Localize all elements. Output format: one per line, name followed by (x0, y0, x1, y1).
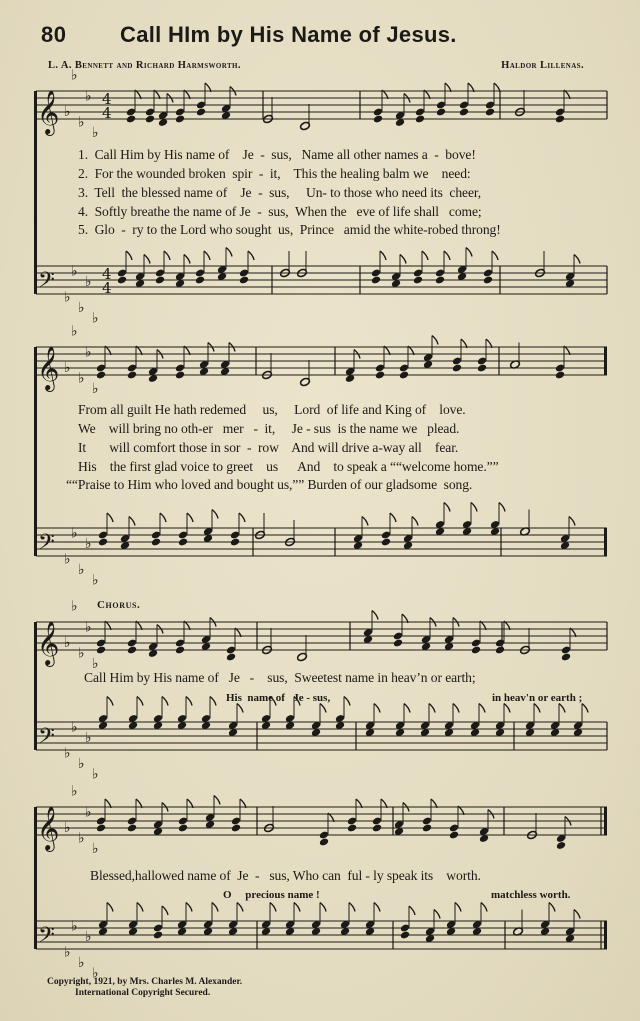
note (177, 903, 192, 937)
lyric-line: His the first glad voice to greet us And to speak a ““welcome home.”” (78, 459, 499, 474)
note (203, 510, 218, 544)
lyric-line: 5. Glo - ry to the Lord who sought us, Prince amid the white-robed throng! (78, 222, 501, 237)
note (534, 251, 545, 278)
note (365, 903, 380, 937)
staff-sys1-bass (36, 248, 607, 327)
note (228, 704, 243, 738)
flat-icon: ♭ (92, 125, 99, 141)
note (420, 704, 435, 738)
note (340, 903, 355, 937)
note (177, 697, 192, 731)
hymn-number: 80 (41, 22, 67, 47)
note (285, 903, 300, 937)
note (403, 517, 418, 551)
note (335, 697, 350, 731)
flat-icon: ♭ (78, 114, 85, 131)
flat-icon: ♭ (64, 745, 71, 762)
flat-icon: ♭ (92, 381, 99, 397)
chorus-bass-lyric-1: His name of Je - sus, (226, 692, 331, 704)
flat-icon: ♭ (78, 645, 85, 662)
note (490, 503, 505, 537)
flat-icon: ♭ (71, 719, 78, 736)
staff-sys2-bass (36, 503, 607, 589)
note (201, 618, 216, 652)
chorus-lyric-line-2: Blessed,hallowed name of Je - sus, Who can ful - ly speak its worth. (90, 868, 481, 883)
flat-icon: ♭ (71, 598, 78, 615)
note (479, 810, 494, 844)
note (221, 87, 236, 121)
flat-icon: ♭ (85, 88, 92, 105)
flat-icon: ♭ (71, 263, 78, 280)
note (261, 628, 272, 655)
time-signature: 4 (102, 104, 112, 122)
hymn-title: Call HIm by His Name of Jesus. (120, 22, 457, 47)
note (153, 697, 168, 731)
flat-icon: ♭ (71, 67, 78, 84)
staff-sys1-treble (36, 67, 607, 141)
chorus-bass-lyric-1-end: in heav'n or earth ; (492, 692, 583, 704)
note (512, 910, 523, 937)
note (120, 517, 135, 551)
note (470, 704, 485, 738)
note (353, 517, 368, 551)
flat-icon: ♭ (85, 928, 92, 945)
note (263, 806, 274, 833)
treble-clef-icon: 𝄞 (37, 621, 60, 665)
lyric-line: We will bring no oth-er mer - it, Je - sus is the name we plead. (78, 421, 460, 436)
note (296, 251, 307, 278)
lyric-line: It will comfort those in sor - row And will drive a-way all fear. (78, 440, 459, 455)
note (519, 510, 530, 537)
note (319, 813, 334, 847)
note (284, 520, 295, 547)
note (550, 704, 565, 738)
note (363, 611, 378, 645)
note (425, 910, 440, 944)
staff-chorus2-treble (36, 783, 607, 857)
staff-chorus1-bass (36, 697, 607, 783)
note (98, 697, 113, 731)
flat-icon: ♭ (85, 344, 92, 361)
note (391, 255, 406, 289)
flat-icon: ♭ (78, 955, 85, 971)
note (395, 704, 410, 738)
note (148, 350, 163, 384)
staff-sys2-treble (36, 323, 607, 397)
flat-icon: ♭ (71, 525, 78, 542)
note (561, 628, 576, 662)
note (444, 618, 459, 652)
note (203, 903, 218, 937)
flat-icon: ♭ (92, 965, 99, 982)
note (565, 910, 580, 944)
note (217, 248, 232, 282)
note (135, 255, 150, 289)
chorus-bass-lyric-2: O precious name ! (223, 889, 320, 901)
bass-clef-icon: 𝄢 (38, 268, 55, 298)
note (444, 704, 459, 738)
note (199, 343, 214, 377)
note (261, 903, 276, 937)
flat-icon: ♭ (85, 804, 92, 821)
copyright-line: International Copyright Secured. (75, 988, 211, 998)
note (262, 97, 273, 124)
lyric-line: ““Praise to Him who loved and bought us,”” Burden of our gladsome song. (66, 477, 473, 492)
lyricist-credit: L. A. Bennett and Richard Harmsworth. (48, 60, 241, 71)
copyright-line: Copyright, 1921, by Mrs. Charles M. Alexander. (47, 977, 243, 987)
note (519, 628, 530, 655)
lyric-line: 4. Softly breathe the name of Je - sus, When the eve of life shall come; (78, 204, 482, 219)
note (299, 104, 310, 131)
note (462, 503, 477, 537)
flat-icon: ♭ (78, 830, 85, 847)
note (560, 517, 575, 551)
note (423, 336, 438, 370)
lyric-line: 2. For the wounded broken spir - it, This the healing balm we need: (78, 166, 471, 181)
treble-clef-icon: 𝄞 (37, 90, 60, 134)
flat-icon: ♭ (64, 360, 71, 376)
bass-clef-icon: 𝄢 (38, 923, 55, 953)
note (526, 813, 537, 840)
note (446, 903, 461, 937)
note (175, 255, 190, 289)
note (128, 697, 143, 731)
flat-icon: ♭ (64, 289, 71, 306)
time-signature: 4 (102, 279, 112, 297)
flat-icon: ♭ (78, 300, 85, 316)
note (556, 817, 571, 851)
treble-clef-icon: 𝄞 (37, 806, 60, 850)
note (296, 635, 307, 662)
note (435, 503, 450, 537)
note (128, 903, 143, 937)
flat-icon: ♭ (78, 562, 85, 578)
flat-icon: ♭ (64, 551, 71, 568)
note (299, 360, 310, 387)
note (365, 704, 380, 738)
treble-clef-icon: 𝄞 (37, 346, 60, 390)
note (421, 618, 436, 652)
note (394, 803, 409, 837)
flat-icon: ♭ (92, 310, 99, 327)
flat-icon: ♭ (85, 729, 92, 746)
flat-icon: ♭ (64, 820, 71, 836)
note (201, 697, 216, 731)
note (495, 704, 510, 738)
note (457, 248, 472, 282)
note (514, 90, 525, 117)
note (525, 704, 540, 738)
note (279, 251, 290, 278)
flat-icon: ♭ (71, 323, 78, 340)
chorus-bass-lyric-2-end: matchless worth. (491, 889, 571, 901)
flat-icon: ♭ (64, 944, 71, 961)
note (98, 903, 113, 937)
flat-icon: ♭ (92, 841, 99, 857)
chorus-lyric-line-1: Call Him by His name of Je - sus, Sweetest name in heav’n or earth; (84, 670, 476, 685)
note (565, 255, 580, 289)
note (345, 350, 360, 384)
note (261, 353, 272, 380)
lyric-line: 1. Call Him by His name of Je - sus, Name all other names a - bove! (78, 147, 476, 162)
flat-icon: ♭ (85, 619, 92, 636)
composer-credit: Haldor Lillenas. (501, 60, 584, 71)
flat-icon: ♭ (64, 635, 71, 651)
time-signature: 4 (102, 265, 112, 283)
flat-icon: ♭ (64, 104, 71, 120)
flat-icon: ♭ (85, 273, 92, 290)
flat-icon: ♭ (71, 783, 78, 800)
note (472, 903, 487, 937)
chorus-label: Chorus. (97, 599, 141, 611)
flat-icon: ♭ (78, 370, 85, 387)
note (254, 513, 265, 540)
note (573, 704, 588, 738)
flat-icon: ♭ (92, 572, 99, 589)
note (540, 903, 555, 937)
flat-icon: ♭ (92, 766, 99, 783)
note (228, 903, 243, 937)
note (395, 94, 410, 128)
note (153, 803, 168, 837)
bass-clef-icon: 𝄢 (38, 530, 55, 560)
note (220, 343, 235, 377)
lyric-line: From all guilt He hath redemed us, Lord of life and King of love. (78, 402, 466, 417)
flat-icon: ♭ (71, 918, 78, 935)
bass-clef-icon: 𝄢 (38, 724, 55, 754)
note (205, 796, 220, 830)
staff-chorus2-bass (36, 903, 607, 982)
copyright-notice (47, 977, 242, 999)
note (226, 628, 241, 662)
flat-icon: ♭ (85, 535, 92, 552)
note (148, 625, 163, 659)
note (311, 704, 326, 738)
flat-icon: ♭ (92, 656, 99, 672)
lyric-line: 3. Tell the blessed name of Je - sus, Un- to those who need its cheer, (78, 185, 482, 200)
flat-icon: ♭ (78, 756, 85, 772)
time-signature: 4 (102, 90, 112, 108)
note (311, 903, 326, 937)
